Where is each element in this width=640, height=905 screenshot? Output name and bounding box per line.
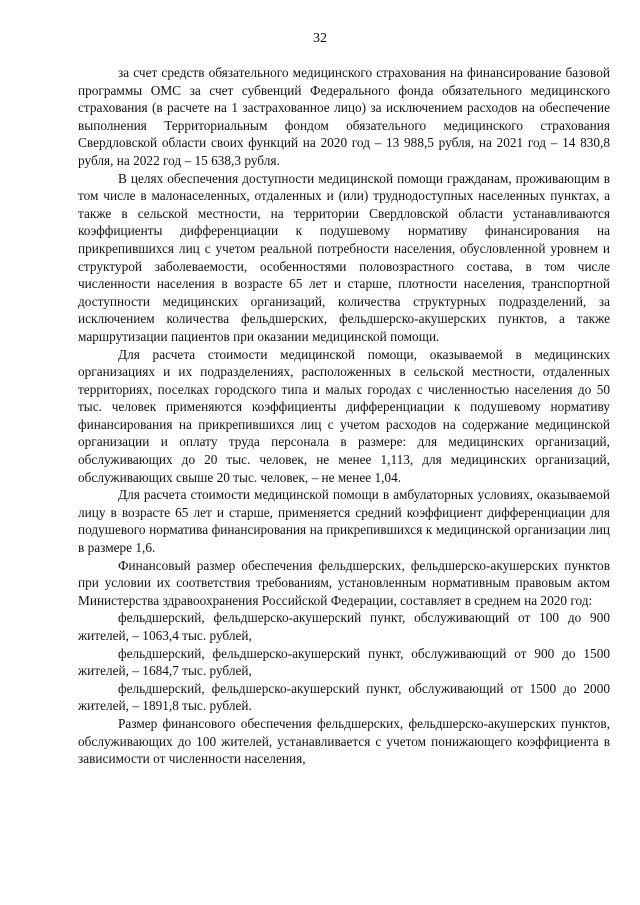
- paragraph-age-65-coefficient: Для расчета стоимости медицинской помощи в амбулаторных условиях, оказываемой лицу в возрасте 65 лет и старше, применяется средний коэффициент дифференциации для подушевого норматива финансирования на прикрепившихся к медицинской организации лиц в размере 1,6.: [78, 487, 610, 556]
- body-text: [78, 64, 610, 768]
- list-item-fap-100-900: фельдшерский, фельдшерско-акушерский пункт, обслуживающий от 100 до 900 жителей, – 1063,4 тыс. рублей,: [78, 610, 610, 643]
- paragraph-rural-coefficients: Для расчета стоимости медицинской помощи, оказываемой в медицинских организациях и их подразделениях, расположенных в сельской местности, отдаленных территориях, поселках городского типа и малых городах с численностью населения до 50 тыс. человек применяются коэффициенты дифференциации к подушевому нормативу финансирования на прикрепившихся лиц с учетом расходов на содержание медицинской организации и оплату труда персонала в размере: для медицинских организаций, обслуживающих до 20 тыс. человек, не менее 1,113, для медицинских организаций, обслуживающих свыше 20 тыс. человек, – не менее 1,04.: [78, 346, 610, 485]
- paragraph-accessibility-coefficients: В целях обеспечения доступности медицинской помощи гражданам, проживающим в том числе в малонаселенных, отдаленных и (или) труднодоступных населенных пунктах, а также в сельской местности, на территории Свердловской области устанавливаются коэффициенты дифференциации к подушевому нормативу финансирования на прикрепившихся лиц с учетом реальной потребности населения, обусловленной уровнем и структурой заболеваемости, особенностями половозрастного состава, в том числе численности населения в возрасте 65 лет и старше, плотности населения, транспортной доступности медицинских организаций, количества структурных подразделений, за исключением количества фельдшерских, фельдшерско-акушерских пунктов, а также маршрутизации пациентов при оказании медицинской помощи.: [78, 170, 610, 344]
- paragraph-fap-under-100: Размер финансового обеспечения фельдшерских, фельдшерско-акушерских пунктов, обслуживающих до 100 жителей, устанавливается с учетом понижающего коэффициента в зависимости от численности населения,: [78, 715, 610, 767]
- page-number: 32: [313, 31, 327, 46]
- list-item-fap-1500-2000: фельдшерский, фельдшерско-акушерский пункт, обслуживающий от 1500 до 2000 жителей, – 1891,8 тыс. рублей.: [78, 680, 610, 714]
- paragraph-fap-financing-intro: Финансовый размер обеспечения фельдшерских, фельдшерско-акушерских пунктов при условии их соответствия требованиям, установленным нормативным правовым актом Министерства здравоохранения Российской Федерации, составляет в среднем на 2020 год:: [78, 557, 610, 608]
- list-item-fap-900-1500: фельдшерский, фельдшерско-акушерский пункт, обслуживающий от 900 до 1500 жителей, – 1684,7 тыс. рублей,: [78, 645, 610, 679]
- paragraph-oms-financing: за счет средств обязательного медицинского страхования на финансирование базовой программы ОМС за счет субвенций Федерального фонда обязательного медицинского страхования (в расчете на 1 застрахованное лицо) за исключением расходов на обеспечение выполнения Территориальным фондом обязательного медицинского страхования Свердловской области своих функций на 2020 год – 13 988,5 рубля, на 2021 год – 14 830,8 рубля, на 2022 год – 15 638,3 рубля.: [78, 65, 610, 168]
